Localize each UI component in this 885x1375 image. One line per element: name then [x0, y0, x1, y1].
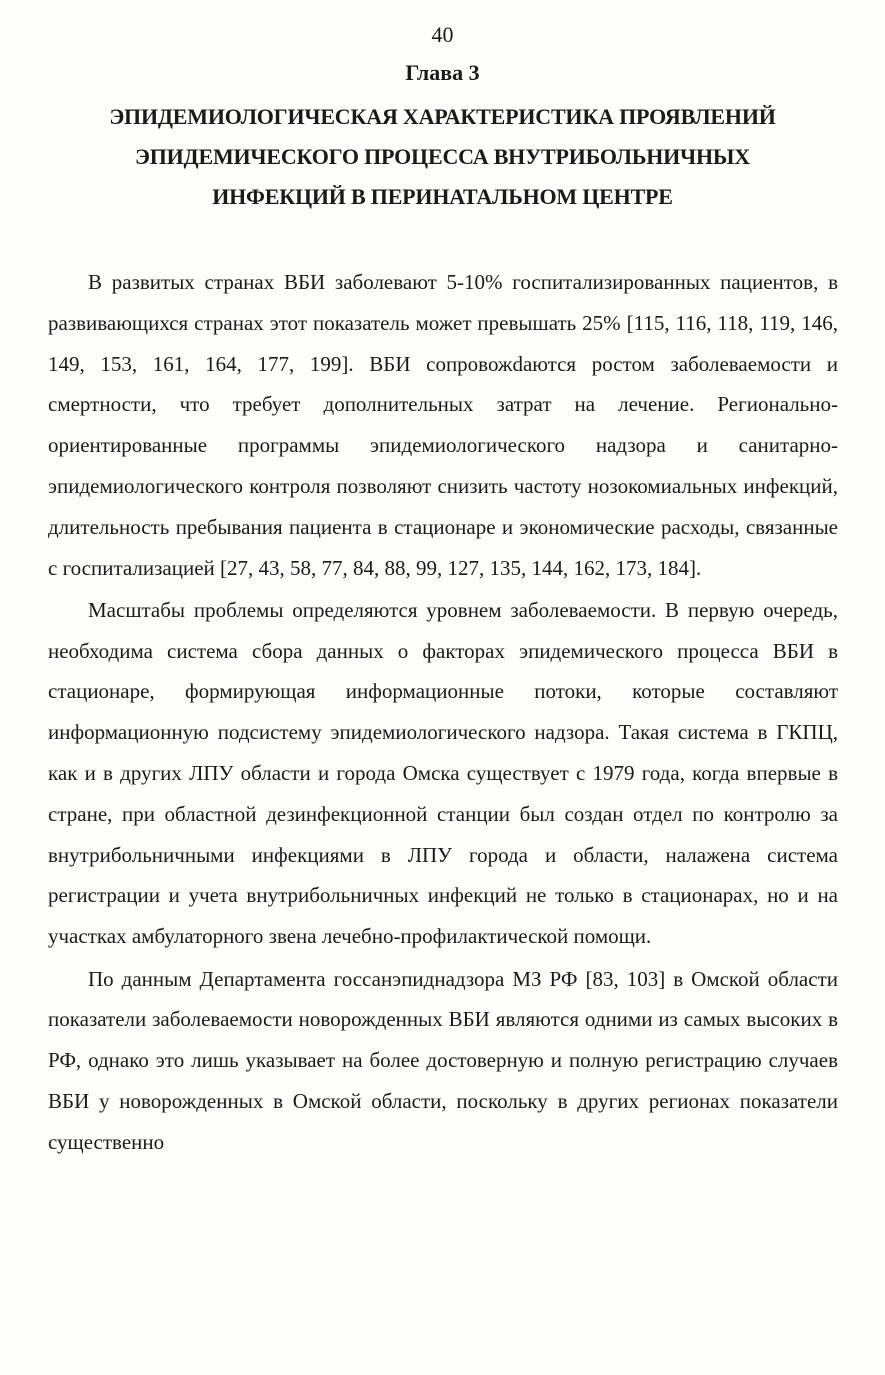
paragraph: По данным Департамента госсанэпиднадзора МЗ РФ [83, 103] в Омской области показатели заболеваемости новорожденных ВБИ являются одними из самых высоких в РФ, однако это лишь указывает на более достоверную и полную регистрацию случаев ВБИ у новорожденных в Омской области, поскольку в других регионах показатели существенно [48, 966, 838, 1154]
chapter-title [40, 97, 845, 217]
chapter-title-line: ЭПИДЕМИОЛОГИЧЕСКАЯ ХАРАКТЕРИСТИКА ПРОЯВЛЕНИЙ [109, 104, 776, 129]
chapter-title-line: ИНФЕКЦИЙ В ПЕРИНАТАЛЬНОМ ЦЕНТРЕ [212, 184, 673, 209]
body-text [48, 262, 838, 1163]
chapter-title-line: ЭПИДЕМИЧЕСКОГО ПРОЦЕССА ВНУТРИБОЛЬНИЧНЫХ [135, 144, 750, 169]
paragraph: Масштабы проблемы определяются уровнем заболеваемости. В первую очередь, необходима система сбора данных о факторах эпидемического процесса ВБИ в стационаре, формирующая информационные потоки, которые составляют информационную подсистему эпидемиологического надзора. Такая система в ГКПЦ, как и в других ЛПУ области и города Омска существует с 1979 года, когда впервые в стране, при областной дезинфекционной станции был создан отдел по контролю за внутрибольничными инфекциями в ЛПУ города и области, налажена система регистрации и учета внутрибольничных инфекций не только в стационарах, но и на участках амбулаторного звена лечебно-профилактической помощи. [48, 597, 838, 949]
paragraph: В развитых странах ВБИ заболевают 5-10% госпитализированных пациентов, в развивающихся странах этот показатель может превышать 25% [115, 116, 118, 119, 146, 149, 153, 161, 164, 177, 199]. ВБИ сопровожdаются ростом заболеваемости и смертности, что требует дополнительных затрат на лечение. Регионально-ориентированные программы эпидемиологического надзора и санитарно-эпидемиологического контроля позволяют снизить частоту нозокомиальных инфекций, длительность пребывания пациента в стационаре и экономические расходы, связанные с госпитализацией [27, 43, 58, 77, 84, 88, 99, 127, 135, 144, 162, 173, 184]. [48, 270, 838, 580]
chapter-label: Глава 3 [405, 60, 480, 85]
page-number: 40 [431, 22, 454, 47]
